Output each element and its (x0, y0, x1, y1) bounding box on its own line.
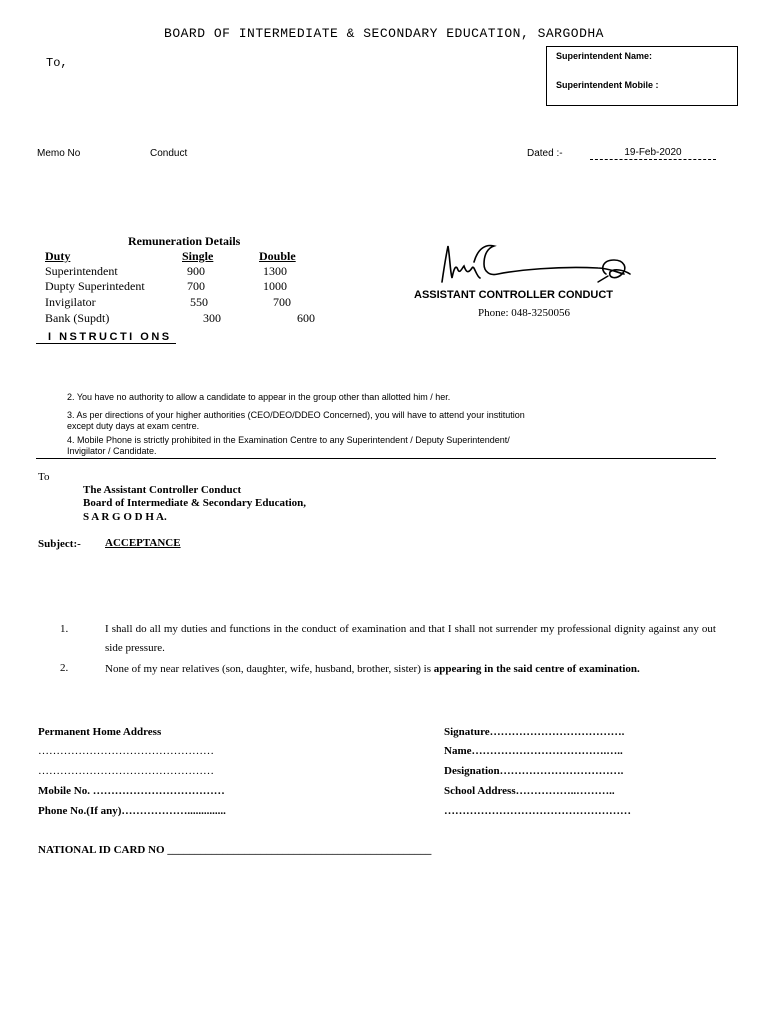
table-cell: 1000 (263, 279, 287, 293)
table-cell: Invigilator (45, 295, 96, 309)
paragraph-2-bold: appearing in the said centre of examination. (433, 663, 640, 675)
table-header-double: Double (259, 249, 296, 263)
paragraph-2-text: None of my near relatives (son, daughter, wife, husband, brother, sister) is (105, 663, 434, 675)
address-blank-line[interactable]: ………………………………………… (38, 765, 214, 777)
paragraph-number: 1. (60, 623, 69, 635)
phone-no-field[interactable]: Phone No.(If any)……………….............. (38, 805, 226, 817)
superintendent-mobile-label: Superintendent Mobile : (556, 80, 659, 90)
letter-to-label: To (38, 471, 50, 483)
instruction-item: Invigilator / Candidate. (67, 446, 157, 456)
table-cell: 1300 (263, 264, 287, 278)
table-cell: Superintendent (45, 264, 118, 278)
school-address-field[interactable]: School Address……………..……….. (444, 785, 615, 797)
remuneration-title: Remuneration Details (128, 234, 241, 248)
signatory-phone: Phone: 048-3250056 (478, 307, 570, 319)
paragraph-1: I shall do all my duties and functions in the conduct of examination and that I shall not surrender my professional dignity against any out side pressure. (105, 623, 716, 654)
table-header-single: Single (182, 249, 214, 263)
signatory-title: ASSISTANT CONTROLLER CONDUCT (414, 289, 614, 301)
superintendent-box (546, 46, 738, 106)
dated-label: Dated :- (527, 148, 563, 159)
address-line: Board of Intermediate & Secondary Education, (83, 497, 307, 509)
table-cell: 700 (273, 295, 291, 309)
instruction-item: 3. As per directions of your higher authorities (CEO/DEO/DDEO Concerned), you will have to attend your institution (67, 410, 525, 420)
signature-field[interactable]: Signature………………………………. (444, 726, 625, 738)
table-cell: 600 (297, 311, 315, 325)
subject-label: Subject:- (38, 538, 81, 550)
table-cell: 900 (187, 264, 205, 278)
table-cell: 550 (190, 295, 208, 309)
home-address-label: Permanent Home Address (38, 726, 162, 738)
designation-field[interactable]: Designation……………………………. (444, 765, 624, 777)
school-address-blank-line[interactable]: …………………………………………… (444, 805, 631, 817)
memo-no-label: Memo No (37, 148, 81, 159)
name-field[interactable]: Name……………………………….….. (444, 745, 623, 757)
board-title: BOARD OF INTERMEDIATE & SECONDARY EDUCATION, SARGODHA (164, 26, 604, 41)
conduct-label: Conduct (150, 148, 188, 159)
signature-image (438, 238, 638, 288)
address-blank-line[interactable]: ………………………………………… (38, 745, 214, 757)
address-line: The Assistant Controller Conduct (83, 484, 242, 496)
table-header-duty: Duty (45, 249, 71, 263)
table-cell: 300 (203, 311, 221, 325)
subject-value: ACCEPTANCE (105, 537, 181, 549)
national-id-field[interactable]: NATIONAL ID CARD NO ________________________________________________ (38, 844, 432, 856)
instruction-item: 4. Mobile Phone is strictly prohibited in the Examination Centre to any Superintendent / Deputy Superintendent/ (67, 435, 510, 445)
table-cell: Bank (Supdt) (45, 311, 110, 325)
mobile-no-field[interactable]: Mobile No. ……………………………… (38, 785, 225, 797)
memo-date: 19-Feb-2020 (590, 147, 716, 160)
paragraph-number: 2. (60, 662, 69, 674)
paragraph-2 (105, 660, 716, 679)
table-cell: Dupty Superintedent (45, 279, 145, 293)
instructions-heading: I NSTRUCTI ONS (36, 331, 176, 344)
instruction-item: 2. You have no authority to allow a candidate to appear in the group other than allotted him / her. (67, 392, 451, 402)
address-line: S A R G O D H A. (83, 511, 167, 523)
to-label: To, (46, 56, 68, 70)
table-cell: 700 (187, 279, 205, 293)
superintendent-name-label: Superintendent Name: (556, 51, 653, 61)
section-divider (36, 458, 716, 459)
instruction-item: except duty days at exam centre. (67, 421, 200, 431)
